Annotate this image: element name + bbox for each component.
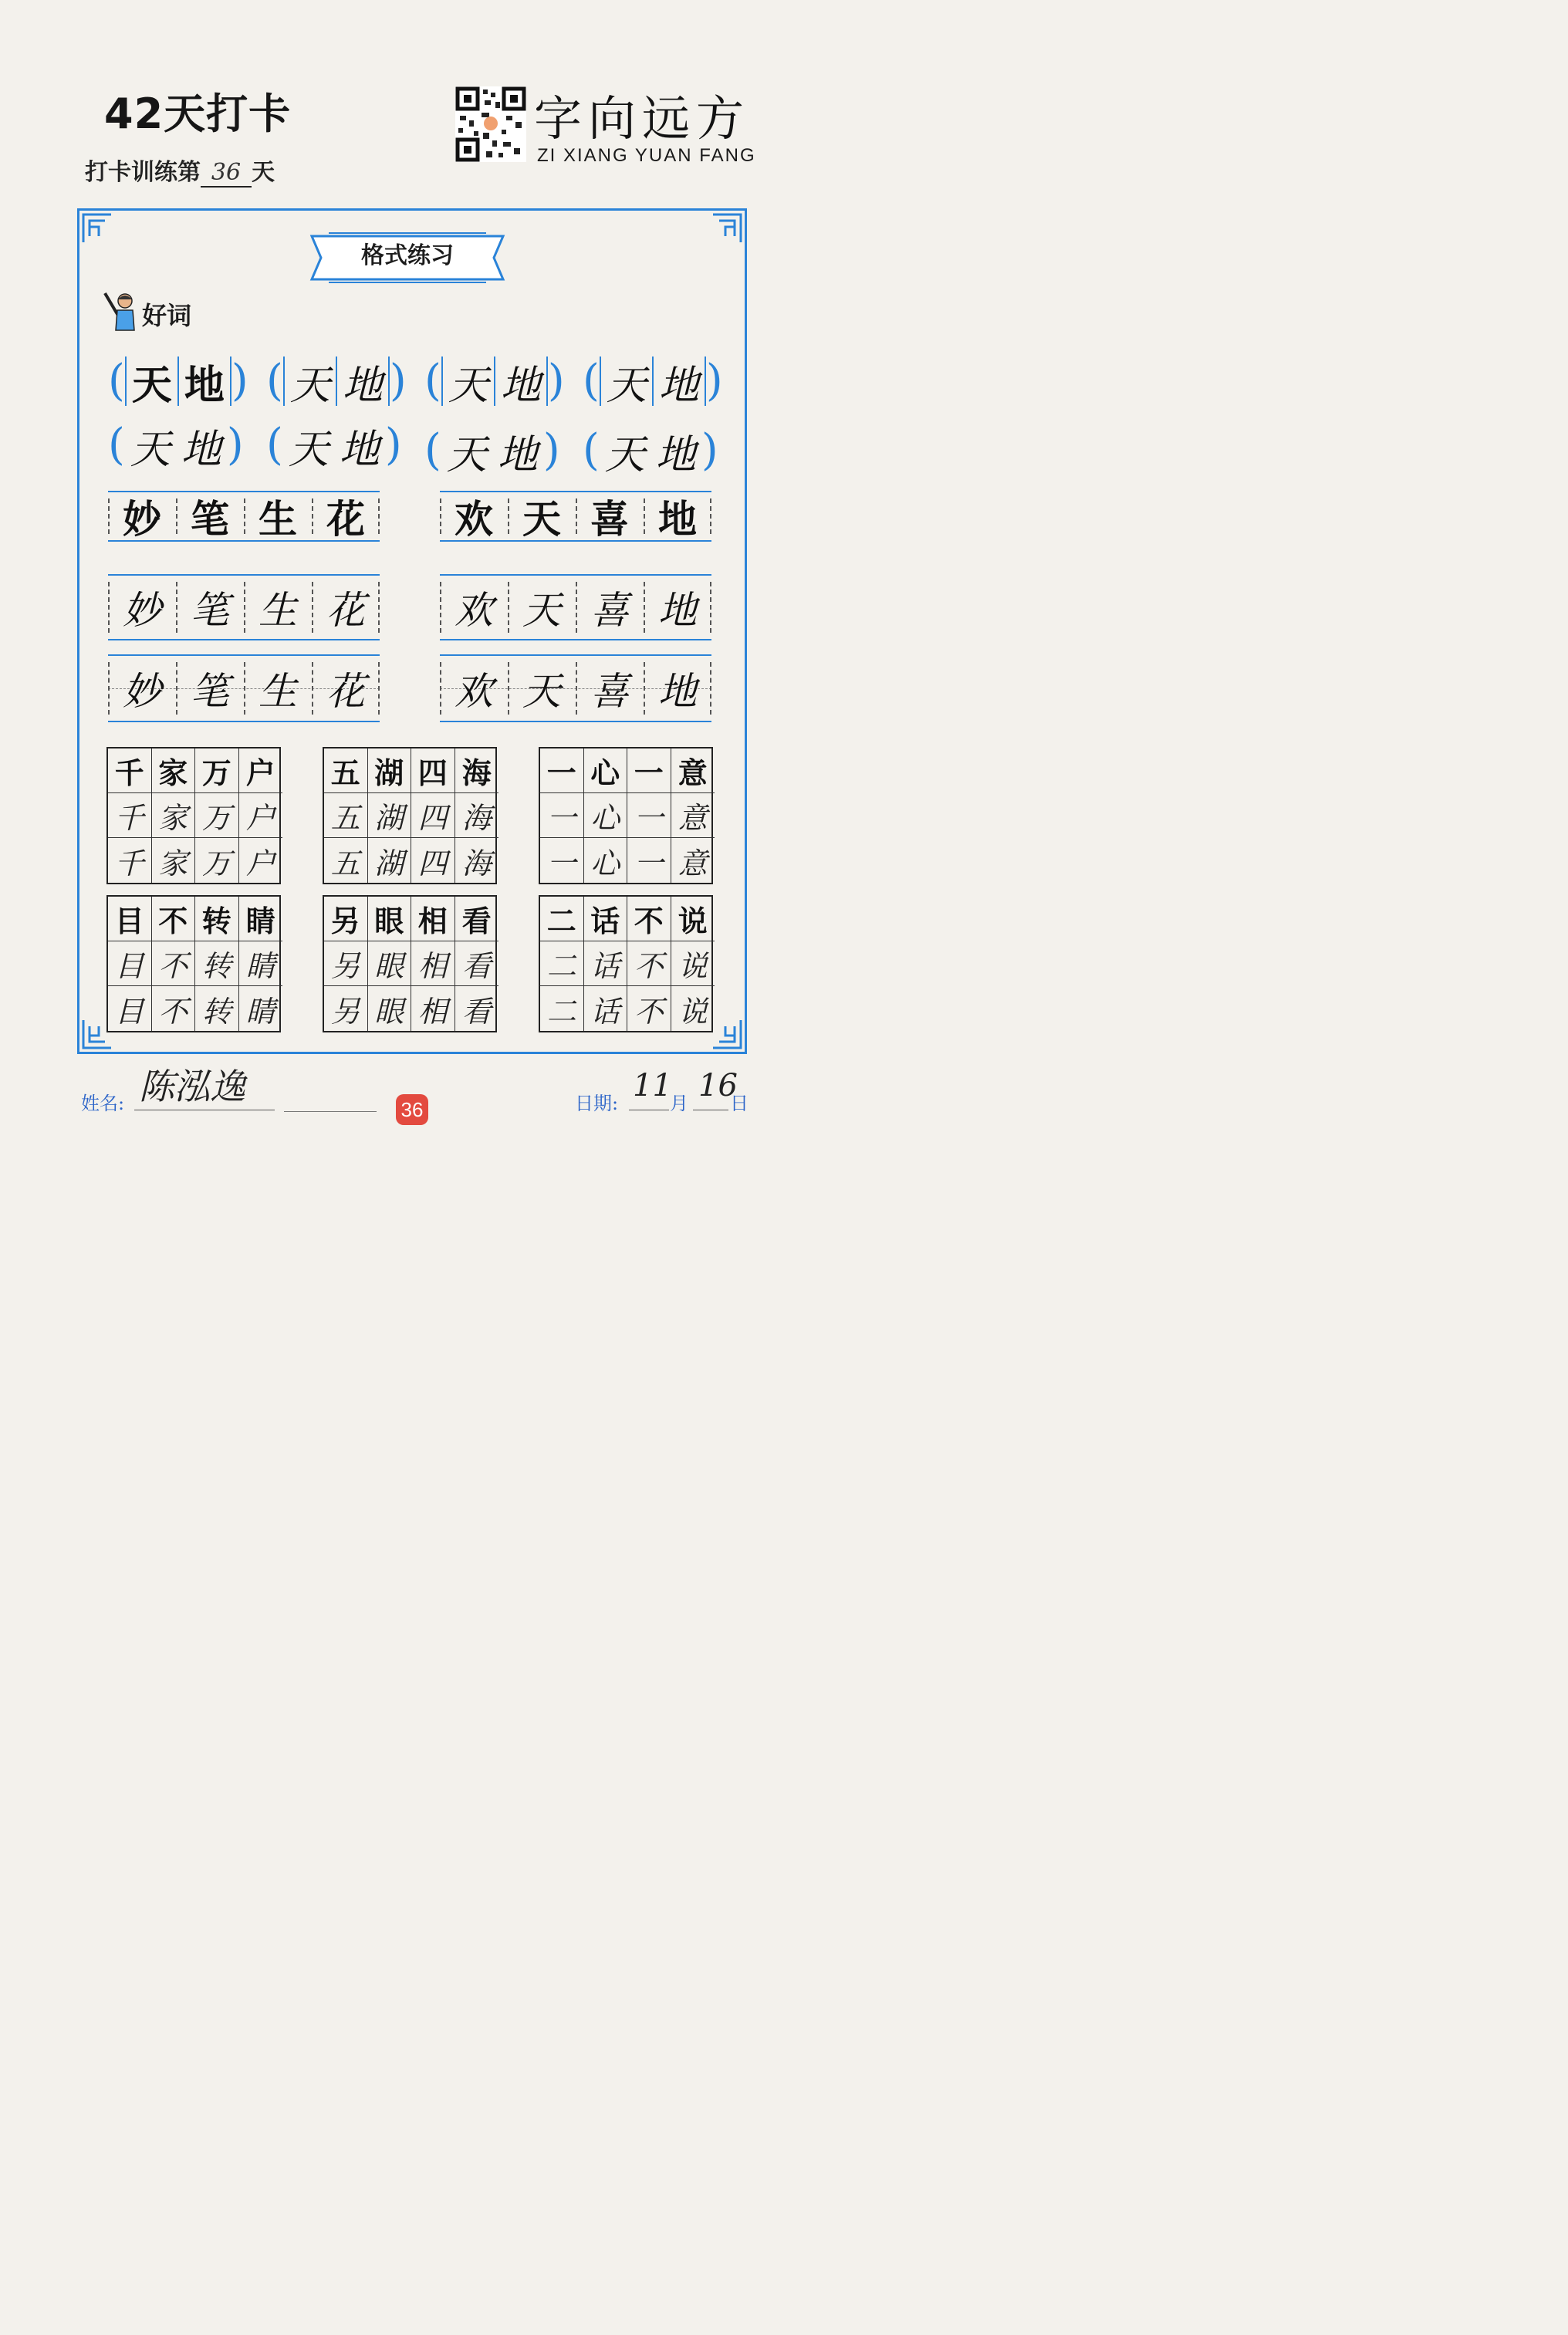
idiom-char: 喜: [576, 576, 644, 639]
grid-cell: 不: [627, 941, 671, 986]
grid-cell: 四: [411, 748, 455, 793]
day-unit: 日: [730, 1093, 749, 1114]
grid-cell: 户: [239, 748, 283, 793]
grid-cell: 万: [195, 838, 239, 883]
grid-cell: 目: [108, 897, 152, 941]
grid-cell: 不: [152, 986, 196, 1031]
grid-cell: 家: [152, 793, 196, 838]
grid-cell: 五: [324, 838, 368, 883]
idiom-char: 妙: [108, 656, 176, 721]
grid-cell: 意: [678, 846, 708, 880]
section-banner-label: 格式练习: [361, 242, 454, 269]
right-paren: ): [389, 356, 407, 406]
pair-char: 天: [604, 431, 645, 478]
name-label: 姓名:: [81, 1093, 125, 1114]
idiom-model-strip: [440, 491, 711, 542]
grid-cell: 万: [195, 748, 239, 793]
idiom-char: 妙: [108, 492, 176, 540]
pair-char: 地: [181, 426, 221, 473]
grid-cell: 看: [455, 941, 499, 986]
word-pair-box: [108, 420, 244, 473]
idiom-char: 笔: [176, 576, 244, 639]
word-pair-box: [266, 420, 402, 473]
right-paren: ): [226, 420, 244, 470]
page-title: 42天打卡: [104, 90, 292, 138]
grid-cell: 另: [324, 986, 368, 1031]
grid-cell: 相: [411, 941, 455, 986]
grid-cell: 一: [540, 748, 584, 793]
idiom-char: 喜: [576, 492, 644, 540]
grid-cell: 睛: [239, 941, 283, 986]
student-writing-icon: [102, 289, 139, 332]
idiom-char: 地: [644, 576, 711, 639]
grid-cell: 户: [239, 793, 283, 838]
grid-cell: 千: [108, 793, 152, 838]
corner-ornament-icon: [80, 211, 114, 245]
grid-cell: 心: [584, 748, 628, 793]
word-pair-box: [583, 425, 718, 478]
corner-ornament-icon: [710, 211, 744, 245]
grid-cell: 转: [195, 941, 239, 986]
grid-cell: 不: [152, 897, 196, 941]
practice-grid: [323, 747, 497, 884]
grid-cell: 睛: [239, 897, 283, 941]
idiom-char: 笔: [176, 492, 244, 540]
page-number-badge: 36: [396, 1094, 428, 1125]
practice-grid: [106, 895, 281, 1032]
grid-cell: 海: [455, 748, 499, 793]
word-pair-box: [424, 356, 565, 409]
practice-grid: [539, 747, 713, 884]
grid-cell: 万: [195, 793, 239, 838]
pair-char: 地: [652, 357, 706, 406]
grid-cell: 话: [584, 897, 628, 941]
pair-char: 地: [494, 357, 548, 406]
grid-cell: 转: [195, 897, 239, 941]
pair-char: 地: [497, 431, 538, 478]
practice-grid: [539, 895, 713, 1032]
right-paren: ): [547, 356, 565, 406]
right-paren: ): [231, 356, 248, 406]
month-unit: 月: [670, 1093, 688, 1114]
grid-cell: 话: [584, 986, 628, 1031]
grid-cell: 不: [152, 941, 196, 986]
grid-cell: 一: [627, 793, 671, 838]
corner-ornament-icon: [710, 1017, 744, 1051]
checkin-day-line: [85, 153, 275, 188]
word-pair-box: [424, 425, 560, 478]
left-paren: (: [583, 425, 600, 475]
grid-cell: 不: [627, 986, 671, 1031]
idiom-char: 天: [508, 492, 576, 540]
grid-cell: 心: [584, 793, 628, 838]
grid-cell: 家: [152, 748, 196, 793]
pair-char: 天: [130, 426, 171, 473]
idiom-char: 生: [244, 492, 312, 540]
grid-cell: 眼: [368, 941, 412, 986]
brand-logo-text: 字向远方: [534, 90, 751, 147]
idiom-practice-strip: [440, 574, 711, 640]
idiom-char: 喜: [576, 656, 644, 721]
good-words-label: 好词: [142, 301, 192, 330]
practice-grid: [106, 747, 281, 884]
grid-cell: 千: [108, 748, 152, 793]
grid-cell: 湖: [368, 838, 412, 883]
grid-cell: 话: [584, 941, 628, 986]
idiom-practice-strip: [108, 574, 380, 640]
grid-cell: 睛: [245, 994, 275, 1029]
idiom-model-strip: [108, 491, 380, 542]
pair-char: 地: [339, 426, 380, 473]
grid-cell: 看: [461, 994, 492, 1029]
grid-cell: 眼: [368, 897, 412, 941]
left-paren: (: [266, 356, 283, 406]
pair-char: 地: [655, 431, 696, 478]
grid-cell: 一: [627, 838, 671, 883]
idiom-char: 妙: [108, 576, 176, 639]
left-paren: (: [266, 420, 283, 470]
grid-cell: 一: [627, 748, 671, 793]
idiom-char: 欢: [440, 576, 508, 639]
word-pair-box: [583, 356, 723, 409]
idiom-char: 天: [508, 576, 576, 639]
grid-cell: 转: [195, 986, 239, 1031]
grid-cell: 二: [540, 941, 584, 986]
pair-char: 天: [125, 357, 177, 406]
date-day-value: 16: [698, 1068, 738, 1103]
grid-cell: 湖: [368, 748, 412, 793]
grid-cell: 五: [324, 793, 368, 838]
grid-cell: 说: [671, 897, 715, 941]
date-label: 日期:: [575, 1093, 619, 1114]
idiom-practice-strip: [108, 654, 380, 722]
idiom-char: 地: [644, 656, 711, 721]
checkin-day-value: 36: [201, 159, 252, 188]
grid-cell: 心: [584, 838, 628, 883]
pair-char: 天: [283, 357, 336, 406]
idiom-char: 生: [244, 576, 312, 639]
idiom-char: 笔: [176, 656, 244, 721]
idiom-char: 生: [244, 656, 312, 721]
grid-cell: 海: [461, 846, 492, 880]
left-paren: (: [424, 356, 441, 406]
idiom-char: 欢: [440, 656, 508, 721]
grid-cell: 四: [411, 838, 455, 883]
left-paren: (: [583, 356, 600, 406]
grid-cell: 海: [455, 793, 499, 838]
idiom-char: 花: [312, 492, 380, 540]
pair-char: 天: [600, 357, 652, 406]
grid-cell: 家: [152, 838, 196, 883]
grid-cell: 说: [671, 941, 715, 986]
left-paren: (: [108, 420, 125, 470]
name-underline: [284, 1111, 377, 1112]
grid-cell: 另: [324, 941, 368, 986]
right-paren: ): [384, 420, 402, 470]
grid-cell: 千: [108, 838, 152, 883]
grid-cell: 五: [324, 748, 368, 793]
idiom-char: 天: [508, 656, 576, 721]
qr-code-icon: [455, 86, 526, 162]
grid-cell: 二: [540, 897, 584, 941]
grid-cell: 另: [324, 897, 368, 941]
grid-cell: 意: [671, 793, 715, 838]
pair-char: 天: [446, 431, 487, 478]
grid-cell: 不: [627, 897, 671, 941]
idiom-char: 花: [312, 656, 380, 721]
pair-char: 天: [441, 357, 494, 406]
practice-grid: [323, 895, 497, 1032]
grid-cell: 湖: [368, 793, 412, 838]
date-month-value: 11: [633, 1068, 672, 1103]
grid-cell: 二: [540, 986, 584, 1031]
grid-cell: 四: [411, 793, 455, 838]
grid-cell: 说: [678, 994, 708, 1029]
checkin-day-prefix: 打卡训练第: [85, 159, 201, 186]
idiom-practice-strip: [440, 654, 711, 722]
grid-cell: 一: [540, 838, 584, 883]
checkin-day-suffix: 天: [252, 159, 275, 186]
grid-cell: 看: [455, 897, 499, 941]
left-paren: (: [424, 425, 441, 475]
pair-char: 地: [177, 357, 231, 406]
right-paren: ): [705, 356, 723, 406]
idiom-char: 欢: [440, 492, 508, 540]
idiom-char: 花: [312, 576, 380, 639]
grid-cell: 相: [411, 986, 455, 1031]
left-paren: (: [108, 356, 125, 406]
pair-char: 天: [288, 426, 329, 473]
name-value: 陈泓逸: [139, 1066, 245, 1107]
brand-pinyin: ZI XIANG YUAN FANG: [537, 145, 756, 166]
grid-cell: 意: [671, 748, 715, 793]
pair-char: 地: [336, 357, 390, 406]
word-pair-box: [108, 356, 248, 409]
word-pair-box: [266, 356, 407, 409]
grid-cell: 眼: [368, 986, 412, 1031]
grid-cell: 目: [108, 941, 152, 986]
grid-cell: 户: [245, 846, 275, 880]
idiom-char: 地: [644, 492, 711, 540]
grid-cell: 目: [108, 986, 152, 1031]
right-paren: ): [701, 425, 718, 475]
grid-cell: 相: [411, 897, 455, 941]
right-paren: ): [542, 425, 560, 475]
grid-cell: 一: [540, 793, 584, 838]
